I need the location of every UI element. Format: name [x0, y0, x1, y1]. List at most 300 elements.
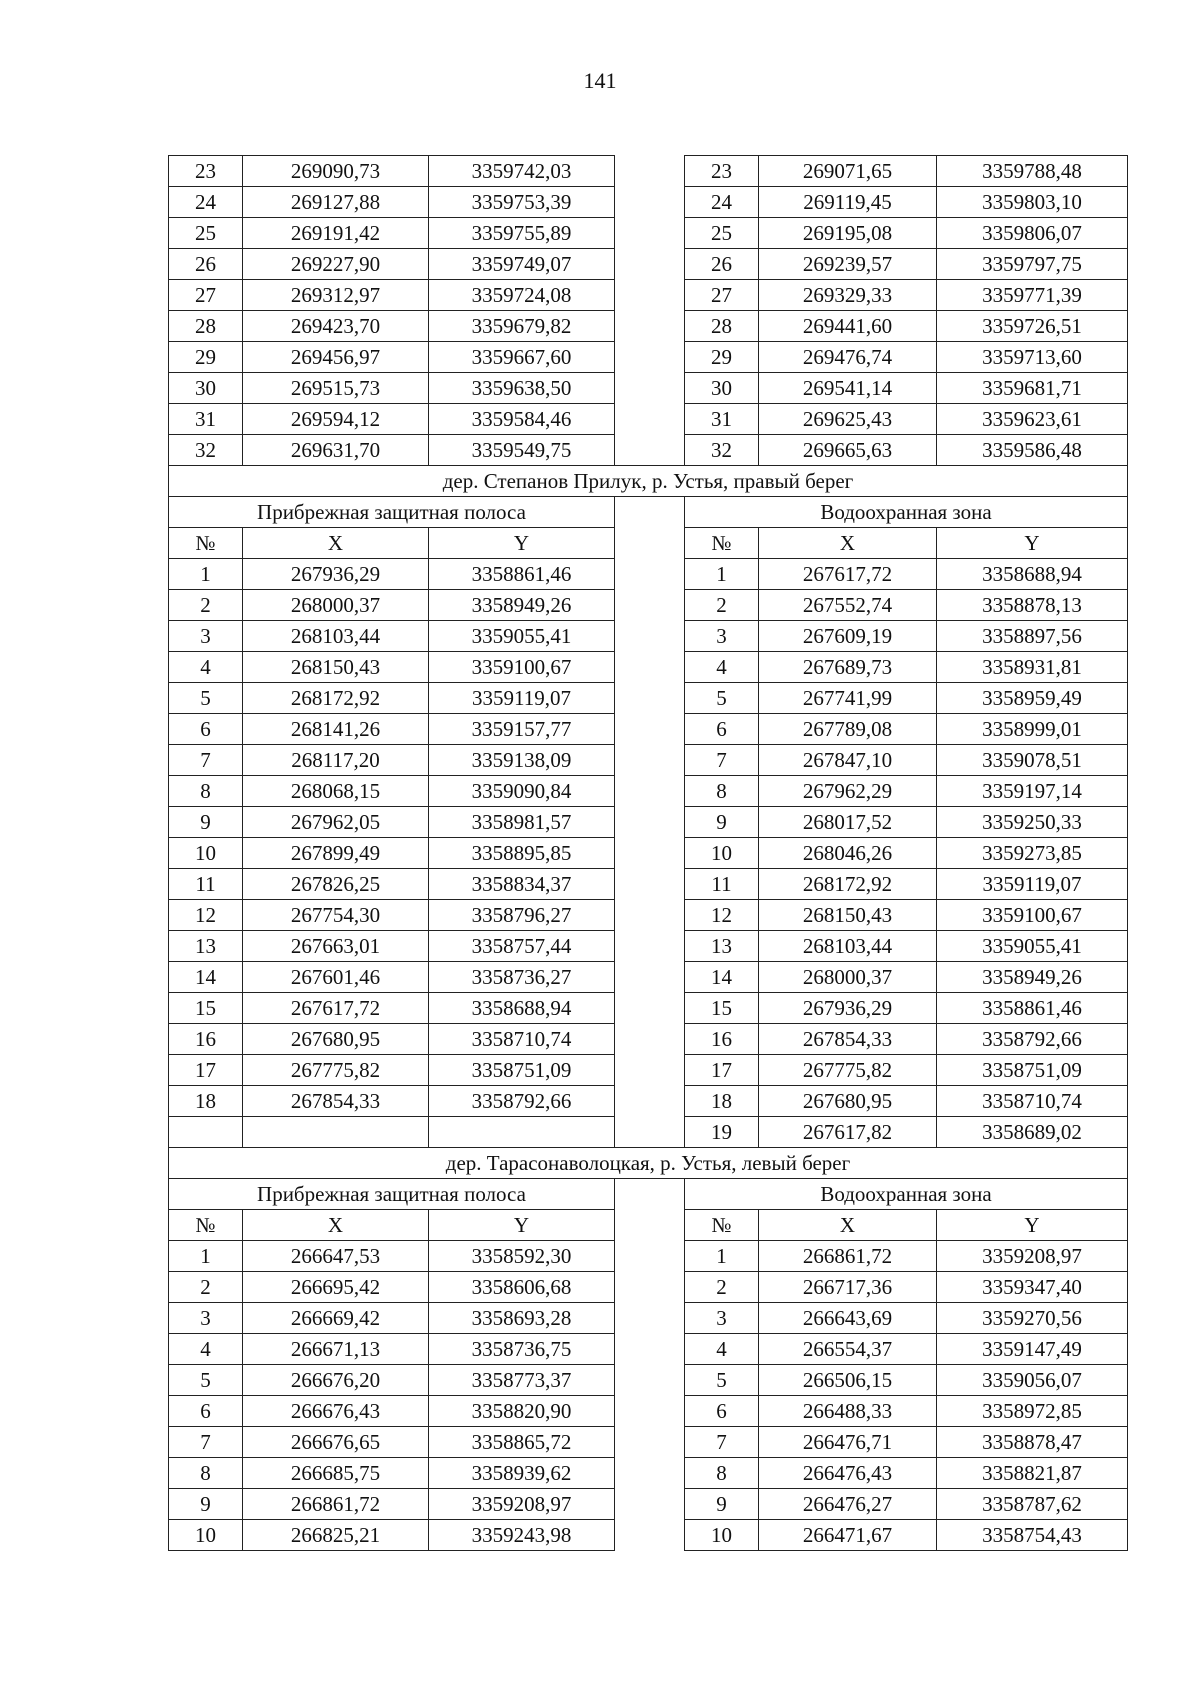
table-row: [169, 187, 1128, 218]
left-point-number-cell: 3: [169, 1303, 243, 1334]
right-x-coordinate-cell: 269441,60: [759, 311, 937, 342]
column-gap: [615, 1303, 685, 1334]
left-y-coordinate-cell: 3358606,68: [429, 1272, 615, 1303]
left-y-coordinate-cell: 3358949,26: [429, 590, 615, 621]
right-y-coordinate-cell: 3358931,81: [937, 652, 1128, 683]
right-x-coordinate-cell: 268172,92: [759, 869, 937, 900]
left-y-coordinate-cell: 3359584,46: [429, 404, 615, 435]
left-x-coordinate-cell: 267854,33: [243, 1086, 429, 1117]
table-row: [169, 776, 1128, 807]
left-point-number-cell: 24: [169, 187, 243, 218]
right-y-coordinate-cell: 3358751,09: [937, 1055, 1128, 1086]
right-x-coordinate-cell: 269625,43: [759, 404, 937, 435]
right-point-number-cell: 7: [685, 1427, 759, 1458]
right-y-coordinate-cell: 3359197,14: [937, 776, 1128, 807]
left-x-header: X: [243, 1210, 429, 1241]
column-gap: [615, 776, 685, 807]
right-x-coordinate-cell: 266554,37: [759, 1334, 937, 1365]
left-point-number-cell: 26: [169, 249, 243, 280]
left-x-coordinate-cell: 266671,13: [243, 1334, 429, 1365]
right-x-coordinate-cell: 266476,27: [759, 1489, 937, 1520]
left-x-coordinate-cell: 269227,90: [243, 249, 429, 280]
right-point-number-cell: 15: [685, 993, 759, 1024]
left-y-coordinate-cell: 3358981,57: [429, 807, 615, 838]
right-point-number-cell: 3: [685, 1303, 759, 1334]
left-y-coordinate-cell: 3359100,67: [429, 652, 615, 683]
subtitle-row: [169, 497, 1128, 528]
left-point-number-cell: 18: [169, 1086, 243, 1117]
column-gap: [615, 435, 685, 466]
water-protection-zone-title: Водоохранная зона: [685, 497, 1128, 528]
right-point-number-cell: 6: [685, 1396, 759, 1427]
column-gap: [615, 1272, 685, 1303]
left-x-coordinate-cell: 269191,42: [243, 218, 429, 249]
left-x-coordinate-cell: 266825,21: [243, 1520, 429, 1551]
left-y-coordinate-cell: 3359667,60: [429, 342, 615, 373]
column-gap: [615, 745, 685, 776]
left-y-coordinate-cell: 3358895,85: [429, 838, 615, 869]
right-x-coordinate-cell: 267741,99: [759, 683, 937, 714]
right-y-coordinate-cell: 3358972,85: [937, 1396, 1128, 1427]
right-point-number-cell: 13: [685, 931, 759, 962]
table-row: [169, 590, 1128, 621]
right-point-number-cell: 9: [685, 1489, 759, 1520]
table-row: [169, 931, 1128, 962]
left-point-number-cell: 10: [169, 838, 243, 869]
table-row: [169, 404, 1128, 435]
left-y-coordinate-cell: 3358773,37: [429, 1365, 615, 1396]
right-number-header: №: [685, 528, 759, 559]
column-gap: [615, 1334, 685, 1365]
right-x-coordinate-cell: 267680,95: [759, 1086, 937, 1117]
left-point-number-cell: 7: [169, 745, 243, 776]
left-x-coordinate-cell: 266695,42: [243, 1272, 429, 1303]
left-point-number-cell: 4: [169, 652, 243, 683]
left-y-coordinate-cell: 3358710,74: [429, 1024, 615, 1055]
right-point-number-cell: 25: [685, 218, 759, 249]
table-row: [169, 1520, 1128, 1551]
table-row: [169, 156, 1128, 187]
right-x-coordinate-cell: 267689,73: [759, 652, 937, 683]
column-gap: [615, 187, 685, 218]
right-y-coordinate-cell: 3358821,87: [937, 1458, 1128, 1489]
right-point-number-cell: 17: [685, 1055, 759, 1086]
column-gap: [615, 962, 685, 993]
left-point-number-cell: 9: [169, 807, 243, 838]
right-x-coordinate-cell: 266488,33: [759, 1396, 937, 1427]
left-y-coordinate-cell: 3359638,50: [429, 373, 615, 404]
column-gap: [615, 218, 685, 249]
right-x-coordinate-cell: 268046,26: [759, 838, 937, 869]
left-x-coordinate-cell: 269312,97: [243, 280, 429, 311]
left-x-coordinate-cell: 269456,97: [243, 342, 429, 373]
right-x-header: X: [759, 1210, 937, 1241]
table-row: [169, 714, 1128, 745]
table-row: [169, 621, 1128, 652]
right-x-header: X: [759, 528, 937, 559]
right-x-coordinate-cell: 269195,08: [759, 218, 937, 249]
header-row: [169, 1210, 1128, 1241]
right-y-coordinate-cell: 3359788,48: [937, 156, 1128, 187]
left-point-number-cell: 7: [169, 1427, 243, 1458]
left-x-coordinate-cell: 269631,70: [243, 435, 429, 466]
right-x-coordinate-cell: 266476,43: [759, 1458, 937, 1489]
left-y-coordinate-cell: 3358820,90: [429, 1396, 615, 1427]
right-x-coordinate-cell: 267775,82: [759, 1055, 937, 1086]
left-point-number-cell: 11: [169, 869, 243, 900]
left-x-coordinate-cell: 266861,72: [243, 1489, 429, 1520]
right-point-number-cell: 30: [685, 373, 759, 404]
left-y-coordinate-cell: 3358796,27: [429, 900, 615, 931]
column-gap: [615, 683, 685, 714]
column-gap: [615, 621, 685, 652]
right-point-number-cell: 18: [685, 1086, 759, 1117]
table-row: [169, 1055, 1128, 1086]
left-x-coordinate-cell: [243, 1117, 429, 1148]
column-gap: [615, 559, 685, 590]
left-point-number-cell: 3: [169, 621, 243, 652]
left-x-coordinate-cell: 267754,30: [243, 900, 429, 931]
left-y-coordinate-cell: 3358861,46: [429, 559, 615, 590]
left-y-header: Y: [429, 528, 615, 559]
left-point-number-cell: 8: [169, 1458, 243, 1489]
header-row: [169, 528, 1128, 559]
column-gap: [615, 807, 685, 838]
left-point-number-cell: 5: [169, 683, 243, 714]
right-y-coordinate-cell: 3358688,94: [937, 559, 1128, 590]
left-y-coordinate-cell: 3359208,97: [429, 1489, 615, 1520]
left-y-coordinate-cell: 3358592,30: [429, 1241, 615, 1272]
column-gap: [615, 1365, 685, 1396]
left-point-number-cell: 14: [169, 962, 243, 993]
right-point-number-cell: 19: [685, 1117, 759, 1148]
right-y-coordinate-cell: 3359347,40: [937, 1272, 1128, 1303]
right-y-coordinate-cell: 3359726,51: [937, 311, 1128, 342]
table-row: [169, 652, 1128, 683]
left-x-coordinate-cell: 266676,65: [243, 1427, 429, 1458]
right-x-coordinate-cell: 267789,08: [759, 714, 937, 745]
right-x-coordinate-cell: 269239,57: [759, 249, 937, 280]
left-x-coordinate-cell: 267617,72: [243, 993, 429, 1024]
table-row: [169, 249, 1128, 280]
right-x-coordinate-cell: 268017,52: [759, 807, 937, 838]
left-y-header: Y: [429, 1210, 615, 1241]
left-x-coordinate-cell: 269515,73: [243, 373, 429, 404]
right-point-number-cell: 27: [685, 280, 759, 311]
section-title-row: [169, 1148, 1128, 1179]
left-x-header: X: [243, 528, 429, 559]
left-x-coordinate-cell: 267899,49: [243, 838, 429, 869]
column-gap: [615, 1179, 685, 1210]
right-point-number-cell: 1: [685, 559, 759, 590]
table-row: [169, 900, 1128, 931]
right-y-coordinate-cell: 3358878,47: [937, 1427, 1128, 1458]
right-y-header: Y: [937, 1210, 1128, 1241]
right-point-number-cell: 6: [685, 714, 759, 745]
right-point-number-cell: 31: [685, 404, 759, 435]
right-x-coordinate-cell: 267617,82: [759, 1117, 937, 1148]
column-gap: [615, 1520, 685, 1551]
table-row: [169, 1272, 1128, 1303]
left-point-number-cell: 23: [169, 156, 243, 187]
table-row: [169, 1086, 1128, 1117]
right-y-coordinate-cell: 3358959,49: [937, 683, 1128, 714]
coordinates-table-body: [169, 156, 1128, 1551]
right-number-header: №: [685, 1210, 759, 1241]
right-point-number-cell: 8: [685, 776, 759, 807]
right-x-coordinate-cell: 266476,71: [759, 1427, 937, 1458]
section-title-row: [169, 466, 1128, 497]
right-y-coordinate-cell: 3359208,97: [937, 1241, 1128, 1272]
right-point-number-cell: 14: [685, 962, 759, 993]
left-y-coordinate-cell: 3359157,77: [429, 714, 615, 745]
right-y-coordinate-cell: 3359250,33: [937, 807, 1128, 838]
right-y-header: Y: [937, 528, 1128, 559]
right-point-number-cell: 2: [685, 1272, 759, 1303]
right-x-coordinate-cell: 267854,33: [759, 1024, 937, 1055]
right-y-coordinate-cell: 3359078,51: [937, 745, 1128, 776]
table-row: [169, 962, 1128, 993]
table-row: [169, 1303, 1128, 1334]
right-point-number-cell: 26: [685, 249, 759, 280]
right-y-coordinate-cell: 3358754,43: [937, 1520, 1128, 1551]
right-point-number-cell: 5: [685, 683, 759, 714]
right-y-coordinate-cell: 3358897,56: [937, 621, 1128, 652]
right-point-number-cell: 5: [685, 1365, 759, 1396]
table-row: [169, 1396, 1128, 1427]
left-y-coordinate-cell: 3359090,84: [429, 776, 615, 807]
left-y-coordinate-cell: 3359749,07: [429, 249, 615, 280]
column-gap: [615, 869, 685, 900]
coordinates-table: [168, 155, 1128, 1551]
left-x-coordinate-cell: 268103,44: [243, 621, 429, 652]
table-row: [169, 435, 1128, 466]
page-number: 141: [583, 68, 617, 93]
column-gap: [615, 1024, 685, 1055]
subtitle-row: [169, 1179, 1128, 1210]
right-x-coordinate-cell: 268000,37: [759, 962, 937, 993]
right-x-coordinate-cell: 266717,36: [759, 1272, 937, 1303]
left-point-number-cell: 4: [169, 1334, 243, 1365]
left-point-number-cell: 6: [169, 1396, 243, 1427]
right-point-number-cell: 11: [685, 869, 759, 900]
right-y-coordinate-cell: 3359270,56: [937, 1303, 1128, 1334]
left-y-coordinate-cell: 3359055,41: [429, 621, 615, 652]
column-gap: [615, 1210, 685, 1241]
left-y-coordinate-cell: 3359549,75: [429, 435, 615, 466]
left-x-coordinate-cell: 269127,88: [243, 187, 429, 218]
left-point-number-cell: 29: [169, 342, 243, 373]
right-x-coordinate-cell: 266861,72: [759, 1241, 937, 1272]
right-x-coordinate-cell: 269071,65: [759, 156, 937, 187]
table-row: [169, 869, 1128, 900]
left-point-number-cell: 9: [169, 1489, 243, 1520]
right-y-coordinate-cell: 3358710,74: [937, 1086, 1128, 1117]
right-point-number-cell: 4: [685, 652, 759, 683]
left-y-coordinate-cell: 3358865,72: [429, 1427, 615, 1458]
column-gap: [615, 311, 685, 342]
column-gap: [615, 280, 685, 311]
right-y-coordinate-cell: 3359586,48: [937, 435, 1128, 466]
right-x-coordinate-cell: 267617,72: [759, 559, 937, 590]
left-y-coordinate-cell: 3358792,66: [429, 1086, 615, 1117]
right-point-number-cell: 2: [685, 590, 759, 621]
left-x-coordinate-cell: 267962,05: [243, 807, 429, 838]
table-row: [169, 1365, 1128, 1396]
right-x-coordinate-cell: 266471,67: [759, 1520, 937, 1551]
column-gap: [615, 931, 685, 962]
left-x-coordinate-cell: 267775,82: [243, 1055, 429, 1086]
left-y-coordinate-cell: 3359755,89: [429, 218, 615, 249]
right-x-coordinate-cell: 269665,63: [759, 435, 937, 466]
left-y-coordinate-cell: 3358751,09: [429, 1055, 615, 1086]
left-y-coordinate-cell: 3359742,03: [429, 156, 615, 187]
left-x-coordinate-cell: 267826,25: [243, 869, 429, 900]
left-y-coordinate-cell: 3358834,37: [429, 869, 615, 900]
column-gap: [615, 1396, 685, 1427]
left-x-coordinate-cell: 268117,20: [243, 745, 429, 776]
column-gap: [615, 900, 685, 931]
table-row: [169, 1117, 1128, 1148]
left-point-number-cell: 27: [169, 280, 243, 311]
right-x-coordinate-cell: 267936,29: [759, 993, 937, 1024]
left-point-number-cell: 30: [169, 373, 243, 404]
left-point-number-cell: 12: [169, 900, 243, 931]
left-y-coordinate-cell: 3358757,44: [429, 931, 615, 962]
right-point-number-cell: 24: [685, 187, 759, 218]
table-row: [169, 373, 1128, 404]
left-y-coordinate-cell: 3358693,28: [429, 1303, 615, 1334]
right-y-coordinate-cell: 3359100,67: [937, 900, 1128, 931]
left-y-coordinate-cell: 3359753,39: [429, 187, 615, 218]
column-gap: [615, 249, 685, 280]
left-y-coordinate-cell: 3359243,98: [429, 1520, 615, 1551]
table-row: [169, 1427, 1128, 1458]
left-y-coordinate-cell: 3359119,07: [429, 683, 615, 714]
left-point-number-cell: 31: [169, 404, 243, 435]
left-y-coordinate-cell: 3359679,82: [429, 311, 615, 342]
right-point-number-cell: 16: [685, 1024, 759, 1055]
left-number-header: №: [169, 528, 243, 559]
left-point-number-cell: 32: [169, 435, 243, 466]
column-gap: [615, 590, 685, 621]
right-y-coordinate-cell: 3359797,75: [937, 249, 1128, 280]
left-point-number-cell: 28: [169, 311, 243, 342]
left-y-coordinate-cell: 3358736,27: [429, 962, 615, 993]
right-y-coordinate-cell: 3358949,26: [937, 962, 1128, 993]
table-row: [169, 1334, 1128, 1365]
table-row: [169, 342, 1128, 373]
left-point-number-cell: 5: [169, 1365, 243, 1396]
right-x-coordinate-cell: 269329,33: [759, 280, 937, 311]
left-point-number-cell: 1: [169, 559, 243, 590]
left-point-number-cell: 6: [169, 714, 243, 745]
right-y-coordinate-cell: 3358787,62: [937, 1489, 1128, 1520]
right-y-coordinate-cell: 3359273,85: [937, 838, 1128, 869]
right-point-number-cell: 10: [685, 1520, 759, 1551]
right-y-coordinate-cell: 3359771,39: [937, 280, 1128, 311]
left-x-coordinate-cell: 268141,26: [243, 714, 429, 745]
left-x-coordinate-cell: 267936,29: [243, 559, 429, 590]
table-row: [169, 807, 1128, 838]
right-x-coordinate-cell: 269541,14: [759, 373, 937, 404]
left-x-coordinate-cell: 266647,53: [243, 1241, 429, 1272]
column-gap: [615, 404, 685, 435]
left-point-number-cell: 13: [169, 931, 243, 962]
column-gap: [615, 714, 685, 745]
coastal-strip-title: Прибрежная защитная полоса: [169, 497, 615, 528]
right-point-number-cell: 8: [685, 1458, 759, 1489]
right-point-number-cell: 1: [685, 1241, 759, 1272]
coastal-strip-title: Прибрежная защитная полоса: [169, 1179, 615, 1210]
column-gap: [615, 1458, 685, 1489]
column-gap: [615, 342, 685, 373]
column-gap: [615, 497, 685, 528]
right-x-coordinate-cell: 267962,29: [759, 776, 937, 807]
right-x-coordinate-cell: 267609,19: [759, 621, 937, 652]
right-x-coordinate-cell: 267847,10: [759, 745, 937, 776]
right-y-coordinate-cell: 3359623,61: [937, 404, 1128, 435]
left-x-coordinate-cell: 267680,95: [243, 1024, 429, 1055]
left-x-coordinate-cell: 267601,46: [243, 962, 429, 993]
right-y-coordinate-cell: 3359119,07: [937, 869, 1128, 900]
column-gap: [615, 1086, 685, 1117]
left-x-coordinate-cell: 268000,37: [243, 590, 429, 621]
column-gap: [615, 1117, 685, 1148]
left-x-coordinate-cell: 266669,42: [243, 1303, 429, 1334]
right-point-number-cell: 10: [685, 838, 759, 869]
column-gap: [615, 528, 685, 559]
left-y-coordinate-cell: 3358688,94: [429, 993, 615, 1024]
left-x-coordinate-cell: 269594,12: [243, 404, 429, 435]
right-y-coordinate-cell: 3358861,46: [937, 993, 1128, 1024]
right-point-number-cell: 9: [685, 807, 759, 838]
left-point-number-cell: 25: [169, 218, 243, 249]
column-gap: [615, 373, 685, 404]
right-x-coordinate-cell: 269119,45: [759, 187, 937, 218]
left-x-coordinate-cell: 266676,43: [243, 1396, 429, 1427]
column-gap: [615, 1489, 685, 1520]
column-gap: [615, 1055, 685, 1086]
table-row: [169, 745, 1128, 776]
left-point-number-cell: 1: [169, 1241, 243, 1272]
right-y-coordinate-cell: 3358999,01: [937, 714, 1128, 745]
right-y-coordinate-cell: 3359681,71: [937, 373, 1128, 404]
right-x-coordinate-cell: 266643,69: [759, 1303, 937, 1334]
left-x-coordinate-cell: 266685,75: [243, 1458, 429, 1489]
column-gap: [615, 156, 685, 187]
right-y-coordinate-cell: 3358878,13: [937, 590, 1128, 621]
left-point-number-cell: 10: [169, 1520, 243, 1551]
column-gap: [615, 993, 685, 1024]
section-title: дер. Степанов Прилук, р. Устья, правый берег: [169, 466, 1128, 497]
right-point-number-cell: 29: [685, 342, 759, 373]
table-row: [169, 993, 1128, 1024]
right-y-coordinate-cell: 3359147,49: [937, 1334, 1128, 1365]
table-row: [169, 1489, 1128, 1520]
right-point-number-cell: 12: [685, 900, 759, 931]
column-gap: [615, 1427, 685, 1458]
left-y-coordinate-cell: 3359138,09: [429, 745, 615, 776]
right-x-coordinate-cell: 266506,15: [759, 1365, 937, 1396]
table-row: [169, 683, 1128, 714]
left-point-number-cell: 8: [169, 776, 243, 807]
right-point-number-cell: 4: [685, 1334, 759, 1365]
table-row: [169, 1458, 1128, 1489]
left-y-coordinate-cell: 3358939,62: [429, 1458, 615, 1489]
left-y-coordinate-cell: 3358736,75: [429, 1334, 615, 1365]
right-y-coordinate-cell: 3359806,07: [937, 218, 1128, 249]
